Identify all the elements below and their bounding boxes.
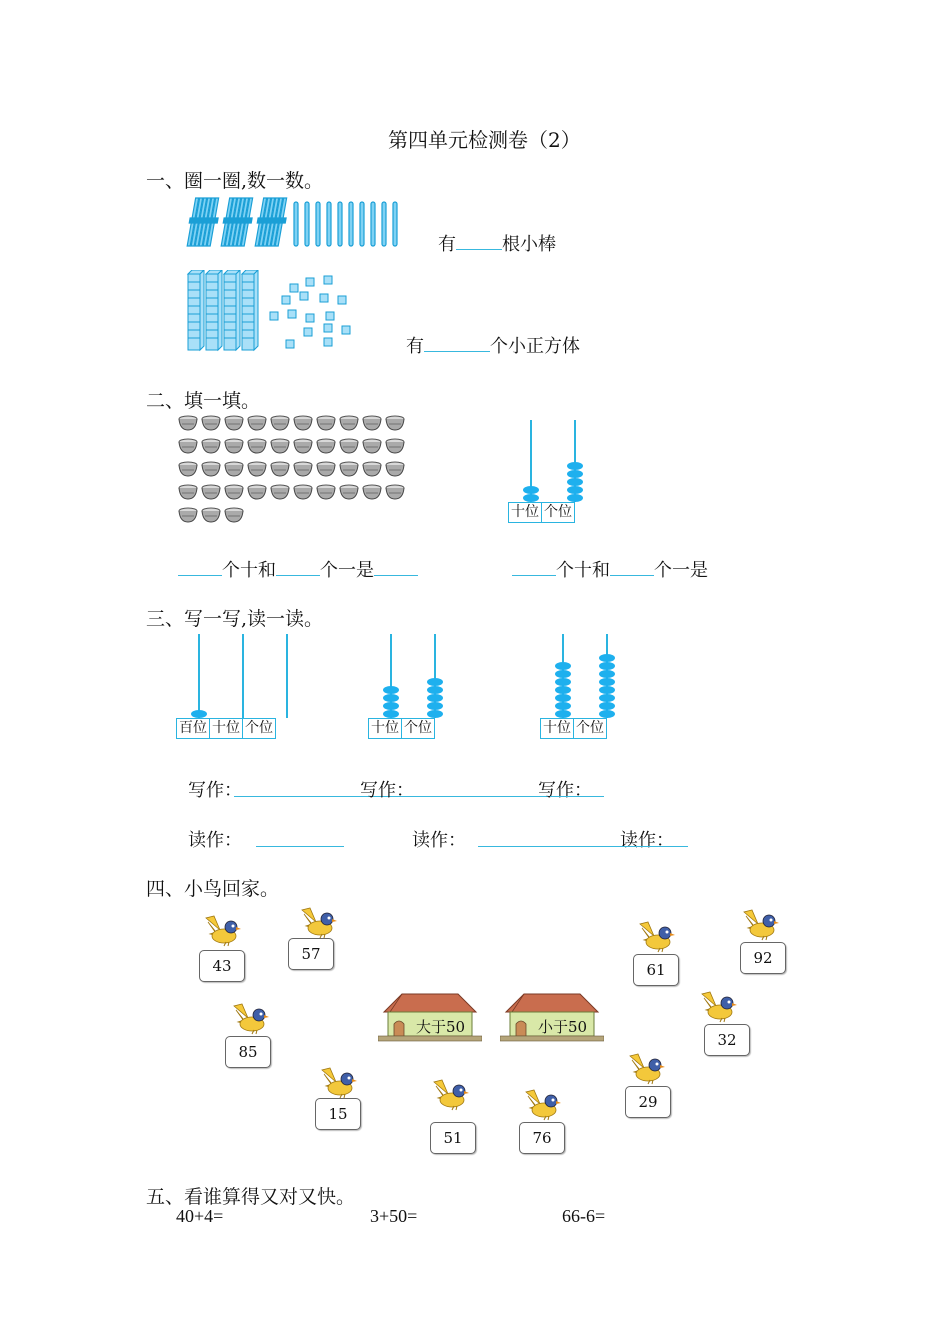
bowls-illustration [176,414,412,528]
bird-icon [628,1052,666,1086]
bead [383,702,399,710]
ones-blank[interactable] [610,557,654,576]
s2-right-fill [512,556,708,582]
sticks-prefix: 有 [438,234,456,255]
bird-icon [742,908,780,942]
read-label-3: 读作： [620,830,674,851]
bead [383,686,399,694]
house-greater-than-50 [378,992,482,1042]
cubes-answer-blank[interactable] [424,333,490,352]
bead [555,694,571,702]
bead [555,670,571,678]
abacus-s2 [508,420,600,526]
sticks-suffix: 根小棒 [502,234,556,255]
bead [191,710,207,718]
bird-icon [204,914,242,948]
section-1-heading: 一、圈一圈,数一数。 [146,170,324,192]
tens-blank[interactable] [178,557,222,576]
bird-number-card[interactable]: 29 [625,1086,671,1118]
s2-right-b: 个一是 [654,560,708,581]
bead [427,710,443,718]
place-label: 个位 [576,720,604,736]
bead [567,494,583,502]
bird-icon [700,990,738,1024]
read-label-1: 读作： [188,830,242,851]
sticks-illustration [186,196,410,252]
bead [567,470,583,478]
bird-number-card[interactable]: 51 [430,1122,476,1154]
read-blank-2[interactable] [478,846,618,847]
bird-icon [638,920,676,954]
bird-number-card[interactable]: 85 [225,1036,271,1068]
bead [427,702,443,710]
bead [523,486,539,494]
sticks-question [438,230,556,256]
total-blank[interactable] [374,557,418,576]
place-label: 个位 [245,720,273,736]
bead [555,678,571,686]
rod [286,634,288,718]
house-label: 大于50 [416,1018,466,1036]
place-label: 个位 [544,504,572,520]
section-3-heading: 三、写一写,读一读。 [146,608,324,630]
s2-left-fill [178,556,418,582]
tens-blank[interactable] [512,557,556,576]
bead [599,694,615,702]
bead [383,710,399,718]
write-blank-2[interactable] [424,796,550,797]
ones-blank[interactable] [276,557,320,576]
rod [242,634,244,718]
house-less-than-50 [500,992,604,1042]
place-label: 十位 [210,719,243,738]
cubes-question [406,332,580,358]
bead [555,662,571,670]
bead [427,694,443,702]
s2-left-b: 个一是 [320,560,374,581]
equation: 40+4= [176,1206,224,1226]
bead [567,486,583,494]
equation: 3+50= [370,1206,418,1226]
house-label: 小于50 [538,1018,588,1036]
bird-icon [320,1066,358,1100]
bead [523,494,539,502]
s2-left-a: 个十和 [222,560,276,581]
bead [599,686,615,694]
sticks-answer-blank[interactable] [456,231,502,250]
bead [427,686,443,694]
bird-number-card[interactable]: 32 [704,1024,750,1056]
page-title: 第四单元检测卷（2） [388,128,581,152]
place-label: 十位 [369,719,402,738]
abacus-s3-1 [176,634,316,742]
bead [427,678,443,686]
bird-icon [432,1078,470,1112]
write-blank-3[interactable] [550,796,604,797]
s2-right-a: 个十和 [556,560,610,581]
place-value-frame [176,718,276,739]
bird-number-card[interactable]: 61 [633,954,679,986]
write-label-2: 写作： [360,780,414,801]
place-label: 十位 [541,719,574,738]
bead [555,710,571,718]
bead [599,670,615,678]
cubes-suffix: 个小正方体 [490,336,580,357]
bird-icon [300,906,338,940]
bead [599,702,615,710]
bead [567,478,583,486]
bead [599,662,615,670]
abacus-s3-3 [540,634,636,742]
read-blank-1[interactable] [256,846,344,847]
abacus-s3-2 [368,634,464,742]
write-label-1: 写作： [188,780,242,801]
place-value-frame [368,718,435,739]
bird-icon [524,1088,562,1122]
bead [599,678,615,686]
bead [599,710,615,718]
bird-number-card[interactable]: 57 [288,938,334,970]
write-label-3: 写作： [538,780,592,801]
bead [567,462,583,470]
bead [599,654,615,662]
bird-number-card[interactable]: 76 [519,1122,565,1154]
place-label: 个位 [404,720,432,736]
bead [555,686,571,694]
place-label: 十位 [509,503,542,522]
read-blank-3[interactable] [618,846,688,847]
place-value-frame [540,718,607,739]
rod [198,634,200,718]
bird-number-card[interactable]: 15 [315,1098,361,1130]
section-5-heading: 五、看谁算得又对又快。 [146,1186,356,1208]
section-4-heading: 四、小鸟回家。 [146,878,280,900]
bird-icon [232,1002,270,1036]
equation: 66-6= [562,1206,606,1226]
bird-number-card[interactable]: 92 [740,942,786,974]
section-2-heading: 二、填一填。 [146,390,261,412]
bird-number-card[interactable]: 43 [199,950,245,982]
cubes-prefix: 有 [406,336,424,357]
cubes-illustration [186,270,356,354]
bead [383,694,399,702]
place-label: 百位 [177,719,210,738]
read-label-2: 读作： [412,830,466,851]
place-value-frame [508,502,575,523]
bead [555,702,571,710]
